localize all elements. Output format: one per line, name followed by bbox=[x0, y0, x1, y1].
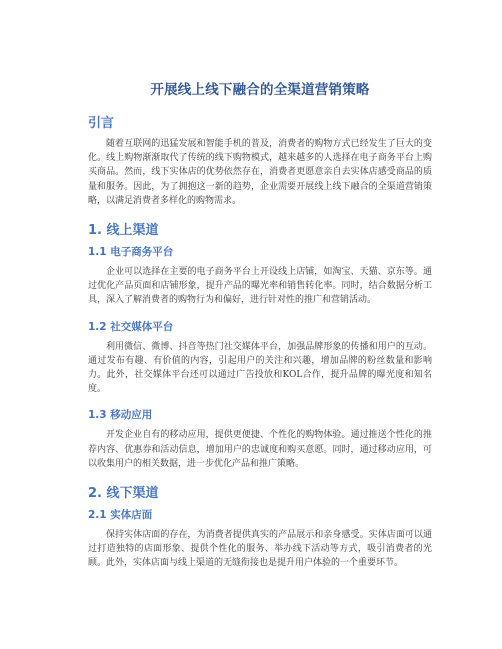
section-1-2-paragraph: 利用微信、微博、抖音等热门社交媒体平台，加强品牌形象的传播和用户的互动。通过发布有趣、有价值的内容，引起用户的关注和兴趣，增加品牌的粉丝数量和影响力。此外，社交媒体平台还可以通过广告投放和KOL合作，提升品牌的曝光度和知名度。 bbox=[88, 341, 432, 395]
section-1-1-heading: 1.1 电子商务平台 bbox=[88, 246, 174, 259]
section-1-heading: 1. 线上渠道 bbox=[88, 223, 159, 239]
section-1-3-paragraph: 开发企业自有的移动应用，提供更便捷、个性化的购物体验。通过推送个性化的推荐内容、优惠券和活动信息，增加用户的忠诚度和购买意愿。同时，通过移动应用，可以收集用户的相关数据，进一步优化产品和推广策略。 bbox=[88, 430, 432, 469]
section-1-2-heading: 1.2 社交媒体平台 bbox=[88, 320, 174, 333]
section-2-heading: 2. 线下渠道 bbox=[88, 486, 159, 502]
section-1-3-heading: 1.3 移动应用 bbox=[88, 409, 153, 422]
section-1-1-paragraph: 企业可以选择在主要的电子商务平台上开设线上店铺，如淘宝、天猫、京东等。通过优化产品页面和店铺形象，提升产品的曝光率和销售转化率。同时，结合数据分析工具，深入了解消费者的购物行为和偏好，进行针对性的推广和营销活动。 bbox=[88, 267, 432, 306]
intro-heading: 引言 bbox=[88, 116, 115, 131]
intro-paragraph: 随着互联网的迅猛发展和智能手机的普及，消费者的购物方式已经发生了巨大的变化。线上购物渐渐取代了传统的线下购物模式，越来越多的人选择在电子商务平台上购买商品。然而，线下实体店的优势依然存在，消费者更愿意亲自去实体店感受商品的质量和服务。因此，为了拥抱这一新的趋势，企业需要开展线上线下融合的全渠道营销策略，以满足消费者多样化的购物需求。 bbox=[88, 139, 432, 206]
section-2-1-paragraph: 保持实体店面的存在，为消费者提供真实的产品展示和亲身感受。实体店面可以通过打造独特的店面形象、提供个性化的服务、举办线下活动等方式，吸引消费者的光顾。此外，实体店面与线上渠道的无缝衔接也是提升用户体验的一个重要环节。 bbox=[88, 530, 432, 569]
document-title: 开展线上线下融合的全渠道营销策略 bbox=[150, 82, 370, 98]
section-2-1-heading: 2.1 实体店面 bbox=[88, 509, 153, 522]
